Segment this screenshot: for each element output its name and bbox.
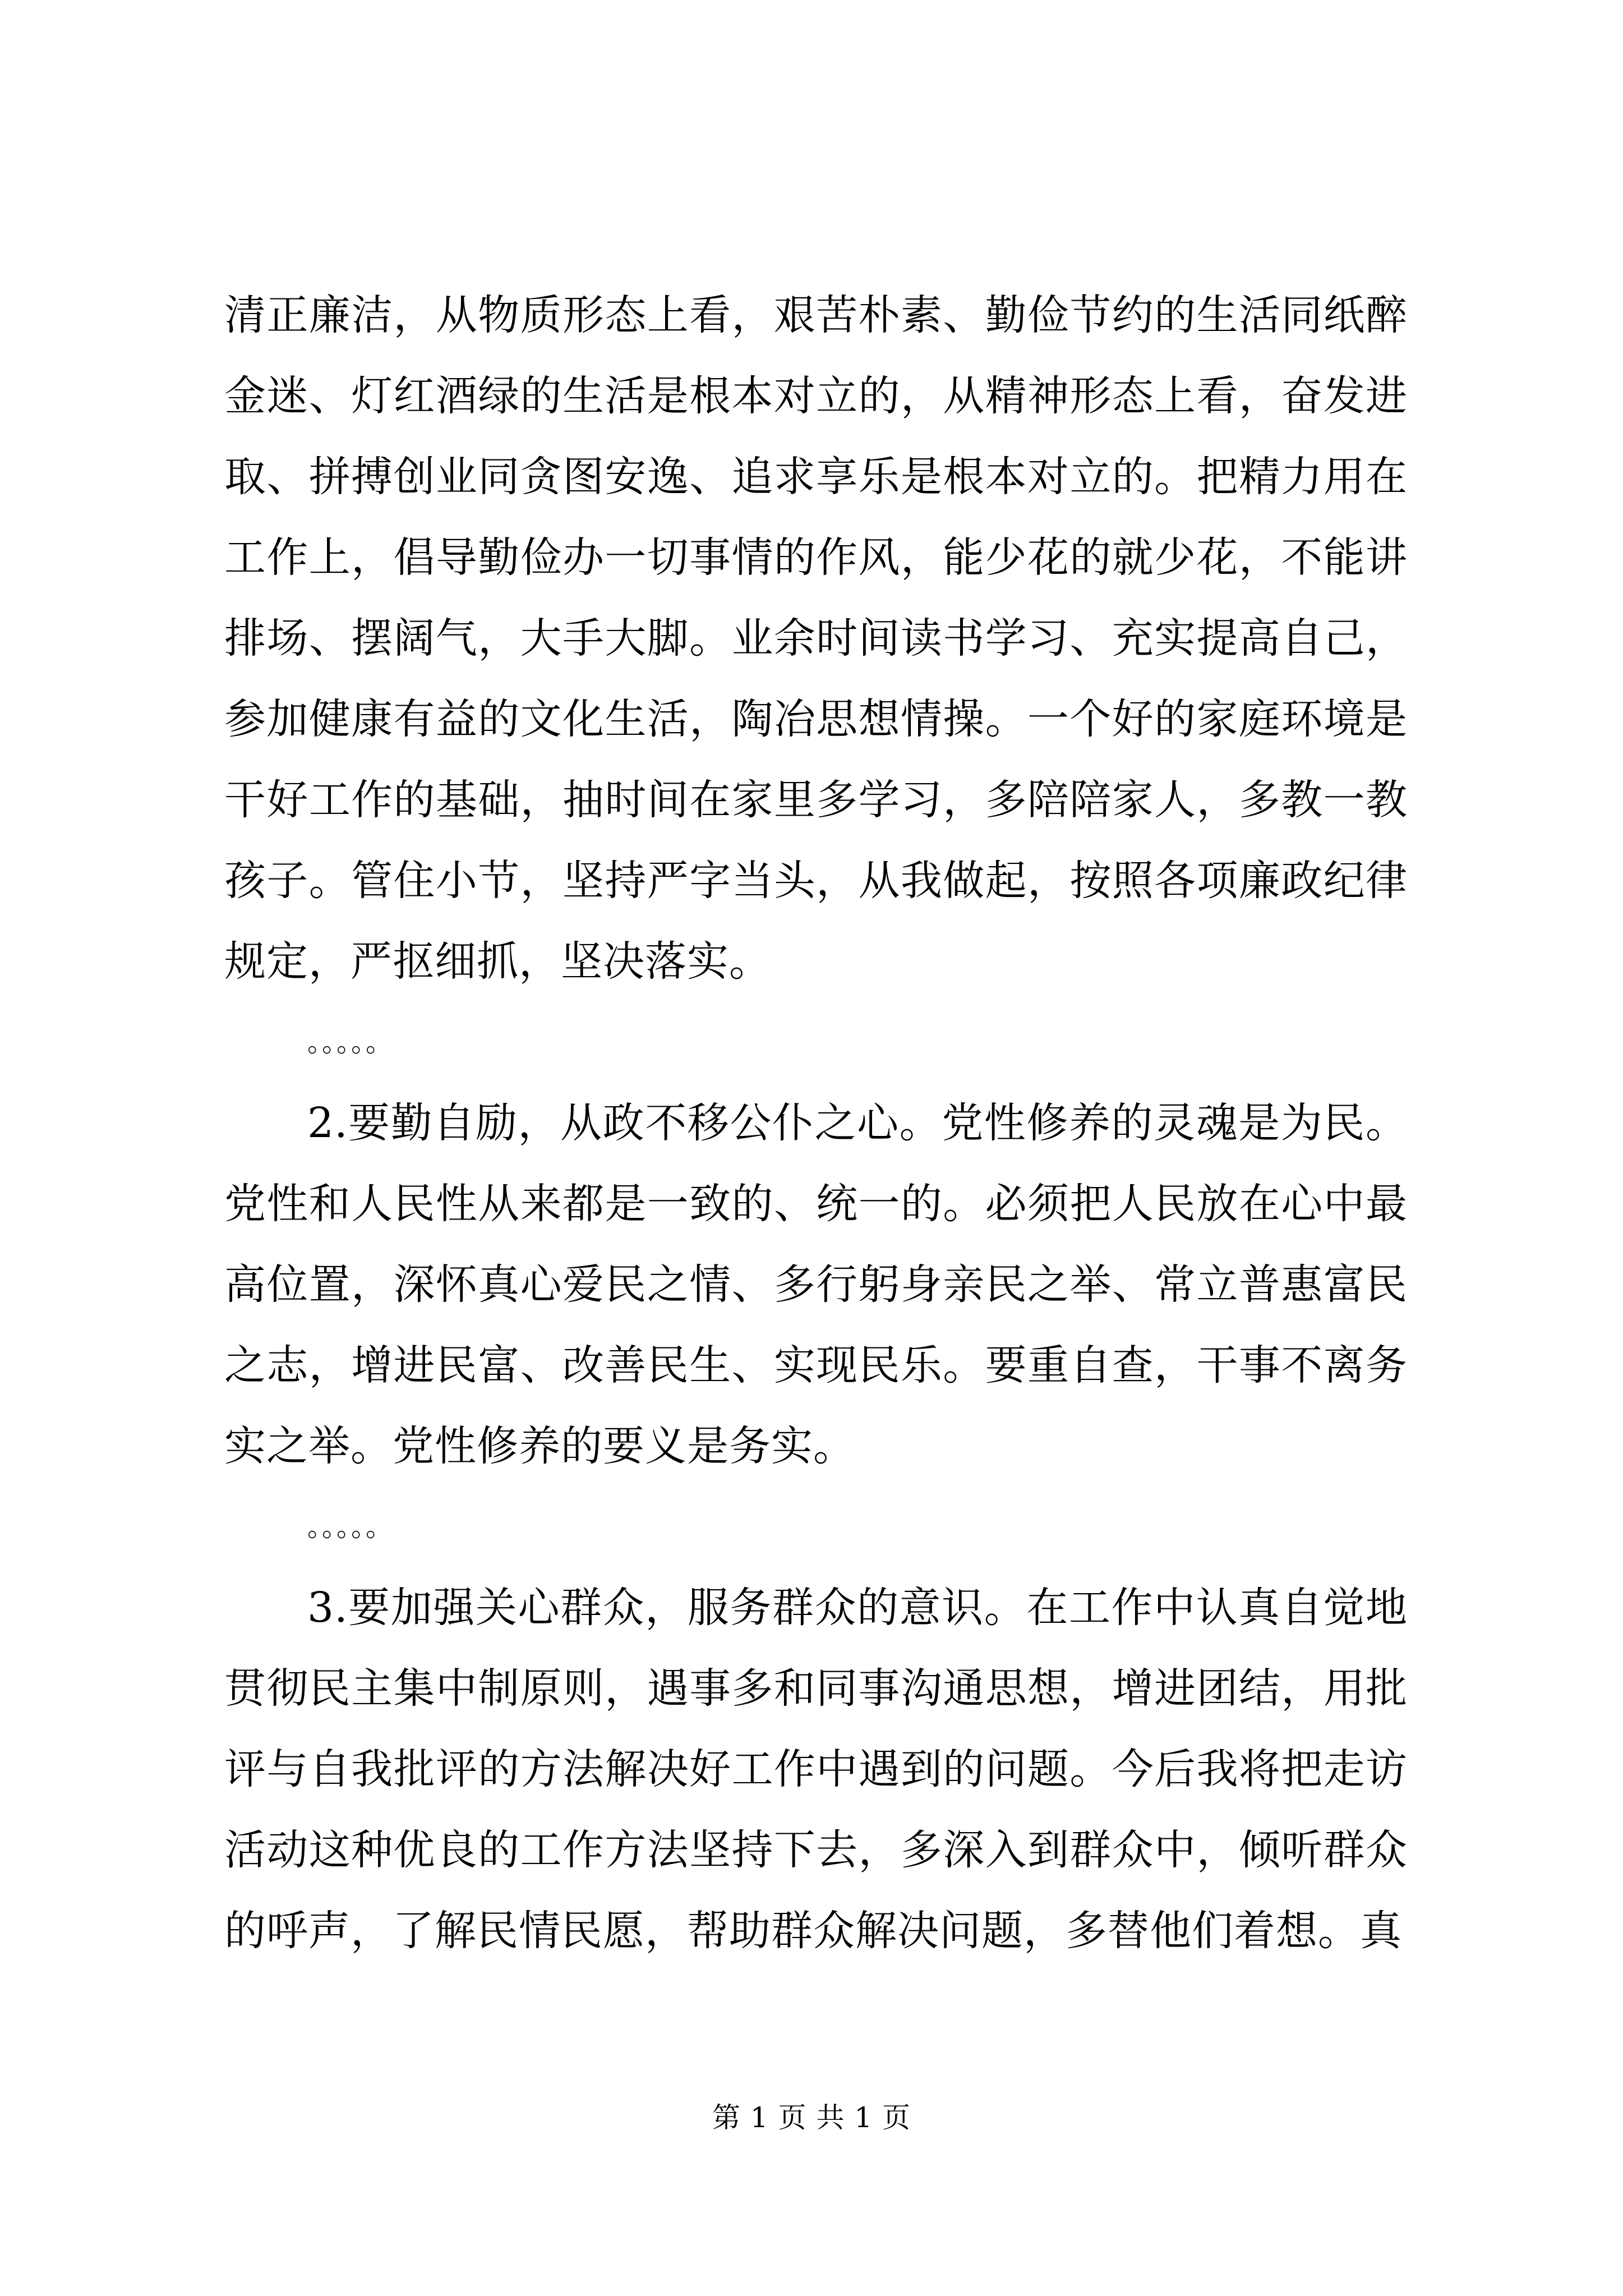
paragraph-self-motivation: 2.要勤自励，从政不移公仆之心。党性修养的灵魂是为民。党性和人民性从来都是一致的、统一的。必须把人民放在心中最高位置，深怀真心爱民之情、多行躬身亲民之举、常立普惠富民之志，增进民富、改善民生、实现民乐。要重自查，干事不离务实之举。党性修养的要义是务实。: [224, 1099, 1408, 1470]
document-body: [224, 275, 1408, 1971]
paragraph-serve-masses: 3.要加强关心群众，服务群众的意识。在工作中认真自觉地贯彻民主集中制原则，遇事多和同事沟通思想，增进团结，用批评与自我批评的方法解决好工作中遇到的问题。今后我将把走访活动这种优良的工作方法坚持下去，多深入到群众中，倾听群众的呼声，了解民情民愿，帮助群众解决问题，多替他们着想。真: [224, 1584, 1408, 1955]
paragraph-integrity: 清正廉洁，从物质形态上看，艰苦朴素、勤俭节约的生活同纸醉金迷、灯红酒绿的生活是根本对立的，从精神形态上看，奋发进取、拼搏创业同贪图安逸、追求享乐是根本对立的。把精力用在工作上，倡导勤俭办一切事情的作风，能少花的就少花，不能讲排场、摆阔气，大手大脚。业余时间读书学习、充实提高自己，参加健康有益的文化生活，陶冶思想情操。一个好的家庭环境是干好工作的基础，抽时间在家里多学习，多陪陪家人，多教一教孩子。管住小节，坚持严字当头，从我做起，按照各项廉政纪律规定，严抠细抓，坚决落实。: [224, 291, 1408, 986]
ellipsis-separator: 。。。。。: [307, 1027, 394, 1058]
page-footer: 第 1 页 共 1 页: [712, 2101, 911, 2134]
ellipsis-separator: 。。。。。: [307, 1511, 394, 1543]
